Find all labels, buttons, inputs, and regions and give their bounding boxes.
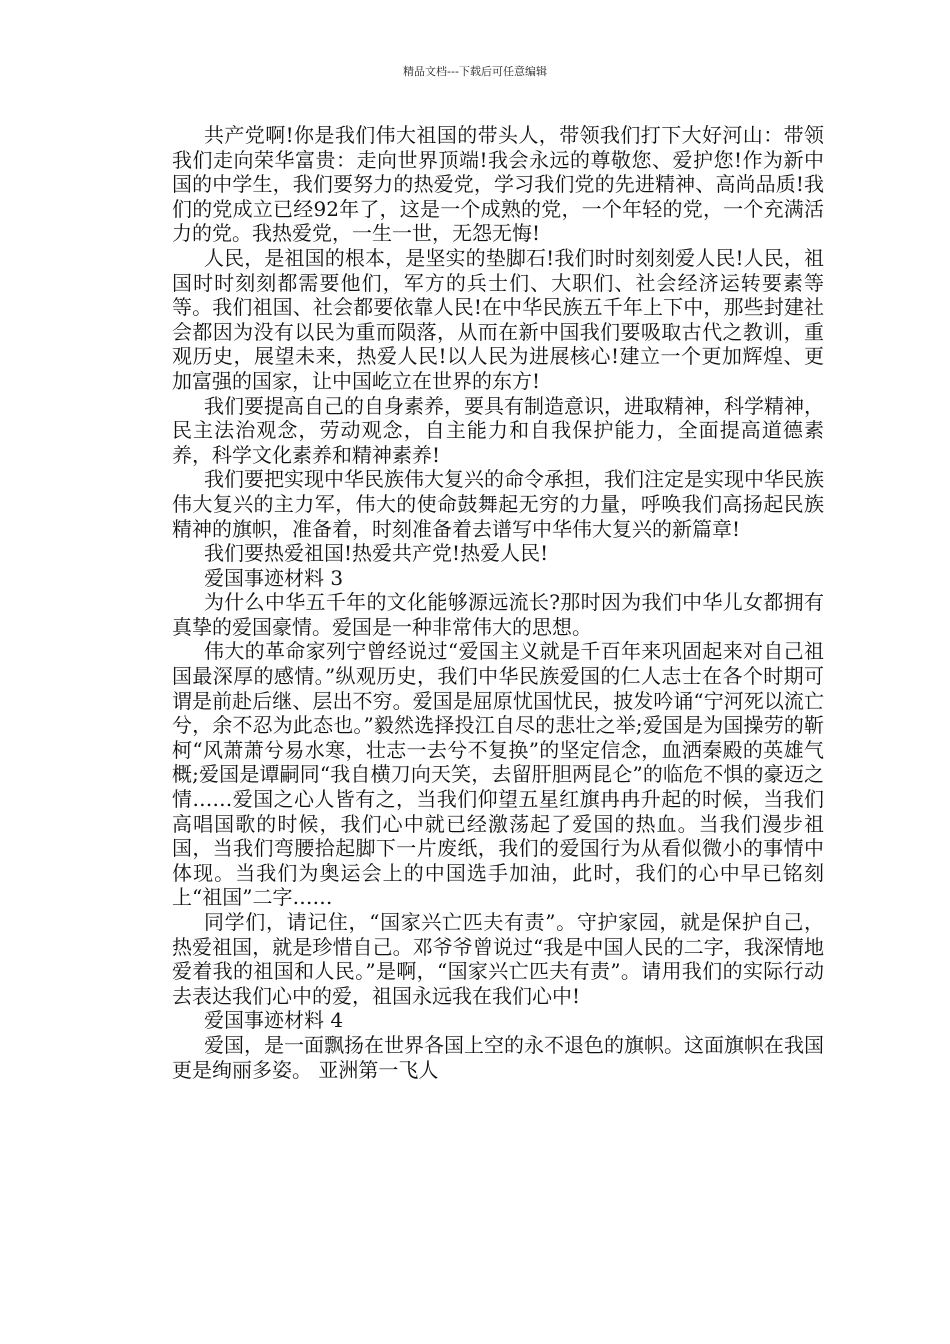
section-title-3: 爱国事迹材料 3 — [204, 565, 344, 590]
paragraph-people: 人民，是祖国的根本，是坚实的垫脚石!我们时时刻刻爱人民!人民，祖国时时刻刻都需要他们，军方的兵士们、大职们、社会经济运转要素等等。我们祖国、社会都要依靠人民!在中华民族五千年上下中，那些封建社会都因为没有以民为重而陨落，从而在新中国我们要吸取古代之教训，重观历史，展望未来，热爱人民!以人民为进展核心!建立一个更加辉煌、更加富强的国家，让中国屹立在世界的东方! — [172, 245, 824, 393]
paragraph-flag: 爱国，是一面飘扬在世界各国上空的永不退色的旗帜。这面旗帜在我国更是绚丽多姿。 亚洲第一飞人 — [172, 1032, 824, 1082]
page-header: 精品文档---下载后可任意编辑 — [403, 65, 547, 78]
section-title-4: 爱国事迹材料 4 — [204, 1008, 344, 1033]
paragraph-self-improvement: 我们要提高自己的自身素养，要具有制造意识，进取精神，科学精神，民主法治观念，劳动观念，自主能力和自我保护能力，全面提高道德素养，科学文化素养和精神素养! — [172, 393, 824, 467]
paragraph-communist-party: 共产党啊!你是我们伟大祖国的带头人，带领我们打下大好河山：带领我们走向荣华富贵：走向世界顶端!我会永远的尊敬您、爱护您!作为新中国的中学生，我们要努力的热爱党，学习我们党的先进精神、高尚品质!我们的党成立已经92年了，这是一个成熟的党，一个年轻的党，一个充满活力的党。我热爱党，一生一世，无怨无悔! — [172, 123, 824, 246]
paragraph-culture: 为什么中华五千年的文化能够源远流长?那时因为我们中华儿女都拥有真挚的爱国豪情。爱国是一种非常伟大的思想。 — [172, 590, 824, 639]
paragraph-national-rejuvenation: 我们要把实现中华民族伟大复兴的命令承担，我们注定是实现中华民族伟大复兴的主力军，伟大的使命鼓舞起无穷的力量，呼唤我们高扬起民族精神的旗帜，准备着，时刻准备着去谱写中华伟大复兴的新篇章! — [172, 467, 824, 541]
paragraph-lenin-quote: 伟大的革命家列宁曾经说过“爱国主义就是千百年来巩固起来对自己祖国最深厚的感情。”纵观历史，我们中华民族爱国的仁人志士在各个时期可谓是前赴后继、层出不穷。爱国是屈原忧国忧民，披发吟诵“宁河死以流亡兮，余不忍为此态也。”毅然选择投江自尽的悲壮之举;爱国是为国操劳的靳柯“风萧萧兮易水寒，壮志一去兮不复换”的坚定信念，血洒秦殿的英雄气概;爱国是谭嗣同“我自横刀向天笑，去留肝胆两昆仑”的临危不惧的豪迈之情……爱国之心人皆有之，当我们仰望五星红旗冉冉升起的时候，当我们高唱国歌的时候，我们心中就已经激荡起了爱国的热血。当我们漫步祖国，当我们弯腰拾起脚下一片废纸，我们的爱国行为从看似微小的事情中体现。当我们为奥运会上的中国选手加油，此时，我们的心中早已铭刻上“祖国”二字…… — [172, 639, 824, 910]
paragraph-classmates: 同学们，请记住，“国家兴亡匹夫有责”。守护家园，就是保护自己，热爱祖国，就是珍惜自己。邓爷爷曾说过“我是中国人民的二字，我深情地爱着我的祖国和人民。”是啊，“国家兴亡匹夫有责”。请用我们的实际行动去表达我们心中的爱，祖国永远我在我们心中! — [172, 910, 824, 1008]
paragraph-slogan: 我们要热爱祖国!热爱共产党!热爱人民! — [204, 541, 549, 566]
document-body — [172, 123, 824, 1082]
